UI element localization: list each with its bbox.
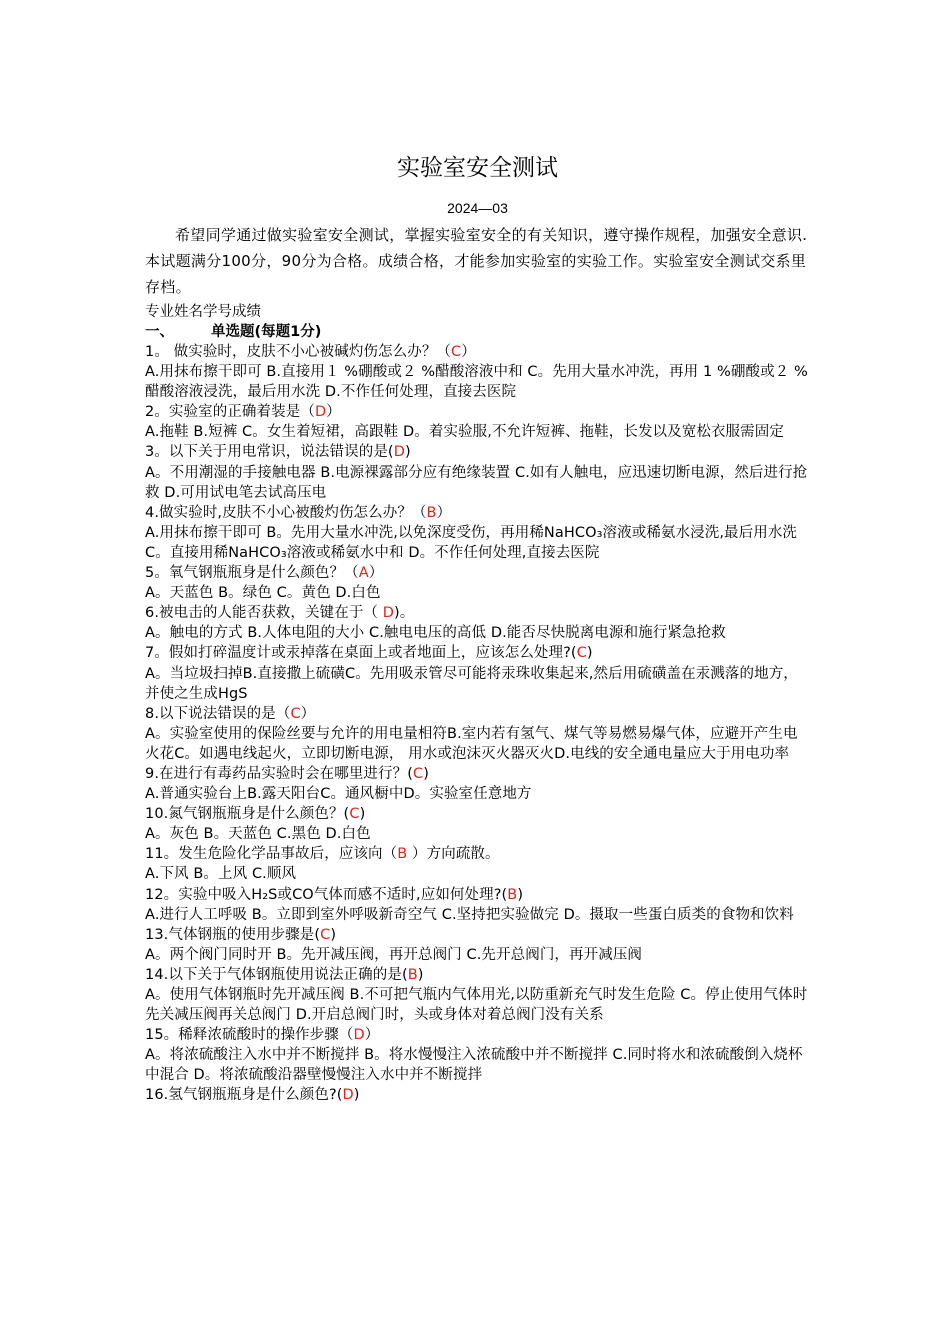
answer-options: A。两个阀门同时开 B。先开减压阀，再开总阀门 C.先开总阀门，再开减压阀 (145, 946, 643, 963)
question-suffix: ） (368, 565, 384, 582)
question-text (145, 704, 810, 724)
question-text (145, 925, 810, 945)
answer-letter: D (314, 404, 327, 421)
question-text (145, 603, 810, 623)
question-item (145, 342, 810, 402)
question-text (145, 965, 810, 985)
answer-options: A。将浓硫酸注入水中并不断搅拌 B。将水慢慢注入浓硫酸中并不断搅拌 C.同时将水和浓硫酸倒入烧杯中混合 D。将浓硫酸沿器壁慢慢注入水中并不断搅拌 (145, 1047, 803, 1084)
answer-options: A。使用气体钢瓶时先开减压阀 B.不可把气瓶内气体用光,以防重新充气时发生危险 C。停止使用气体时先关减压阀再关总阀门 D.开启总阀门时，头或身体对着总阀门没有关系 (145, 987, 808, 1024)
answer-letter: D (393, 444, 405, 461)
question-item (145, 402, 810, 442)
question-prompt: 9.在进行有毒药品实验时会在哪里进行？( (145, 765, 413, 782)
question-suffix: ） (326, 404, 341, 421)
answer-letter: C (413, 765, 424, 782)
question-item (145, 704, 810, 764)
question-item (145, 603, 810, 643)
answer-letter: A (358, 565, 369, 582)
question-suffix: ） (436, 504, 452, 521)
question-item (145, 764, 810, 804)
section-number: 一、 (145, 324, 174, 340)
answer-letter: B (407, 966, 418, 983)
question-suffix: ） (364, 1027, 380, 1044)
question-suffix: ） (461, 344, 476, 360)
question-text (145, 442, 810, 462)
question-prompt: 11。发生危险化学品事故后，应该向（ (145, 846, 398, 863)
question-text (145, 885, 810, 905)
question-suffix: ) (417, 966, 424, 983)
question-prompt: 4.做实验时,皮肤不小心被酸灼伤怎么办？（ (145, 504, 427, 521)
answer-options: A。不用潮湿的手接触电器 B.电源裸露部分应有绝缘装置 C.如有人触电，应迅速切断电源，然后进行抢救 D.可用试电笔去试高压电 (145, 464, 808, 501)
question-suffix: ） (300, 705, 316, 722)
question-suffix: ) (359, 806, 366, 823)
question-list (145, 342, 810, 1106)
answer-letter: C (451, 344, 462, 360)
question-suffix: ) (330, 926, 337, 943)
question-text (145, 764, 810, 784)
question-item (145, 804, 810, 844)
question-item (145, 965, 810, 1025)
question-item (145, 643, 810, 703)
answer-letter: D (382, 605, 395, 622)
question-item (145, 503, 810, 563)
question-suffix: ) (423, 765, 429, 782)
question-item (145, 563, 810, 603)
question-suffix: ) (517, 886, 524, 903)
question-item (145, 1085, 810, 1105)
question-item (145, 925, 810, 965)
question-text (145, 563, 810, 583)
question-suffix: ) (404, 444, 411, 461)
question-text (145, 1085, 810, 1105)
question-suffix: ) (353, 1087, 360, 1104)
answer-letter: C (290, 705, 301, 722)
document-page (145, 150, 810, 1106)
section-heading (145, 322, 810, 342)
question-prompt: 15。稀释浓硫酸时的操作步骤（ (145, 1027, 354, 1044)
answer-options: A。当垃圾扫掉B.直接撒上硫磺C。先用吸汞管尽可能将汞珠收集起来,然后用硫磺盖在汞溅落的地方，并使之生成HgS (145, 665, 798, 702)
answer-letter: C (320, 926, 331, 943)
answer-options: A.用抹布擦干即可 B.直接用１ %硼酸或２ %醋酸溶液中和 C。先用大量水冲洗，再用 1 %硼酸或２ %醋酸溶液浸洗，最后用水洗 D.不作任何处理，直接去医院 (145, 364, 808, 401)
question-prompt: 14.以下关于气体钢瓶使用说法正确的是( (145, 966, 408, 983)
answer-letter: B (397, 846, 408, 863)
question-prompt: 6.被电击的人能否获救，关键在于（ (145, 605, 383, 622)
question-suffix: ）方向疏散。 (407, 846, 500, 863)
page-title: 实验室安全测试 (397, 155, 558, 181)
answer-letter: B (426, 504, 437, 521)
question-item (145, 885, 810, 925)
question-prompt: 13.气体钢瓶的使用步骤是( (145, 926, 321, 943)
question-text (145, 643, 810, 663)
section-label: 单选题(每题1分) (211, 324, 322, 340)
answer-letter: C (576, 645, 587, 662)
answer-letter: C (349, 806, 360, 823)
answer-options: A.用抹布擦干即可 B。先用大量水冲洗,以免深度受伤，再用稀NaHCO₃溶液或稀氨水浸洗,最后用水洗 C。直接用稀NaHCO₃溶液或稀氨水中和 D。不作任何处理,直接去医院 (145, 524, 798, 561)
answer-letter: B (507, 886, 518, 903)
question-item (145, 442, 810, 502)
answer-options: A.进行人工呼吸 B。立即到室外呼吸新奇空气 C.坚持把实验做完 D。摄取一些蛋白质类的食物和饮料 (145, 906, 794, 923)
intro-paragraph: 希望同学通过做实验室安全测试，掌握实验室安全的有关知识，遵守操作规程，加强安全意识.本试题满分100分，90分为合格。成绩合格，才能参加实验室的实验工作。实验室安全测试交系里存档。 (145, 226, 808, 296)
answer-options: A。灰色 B。天蓝色 C.黑色 D.白色 (145, 826, 371, 843)
answer-options: A。触电的方式 B.人体电阻的大小 C.触电电压的高低 D.能否尽快脱离电源和施行紧急抢救 (145, 625, 726, 642)
question-prompt: 1。 做实验时，皮肤不小心被碱灼伤怎么办？（ (145, 344, 452, 360)
answer-options: A。天蓝色 B。绿色 C。黄色 D.白色 (145, 585, 381, 602)
question-text (145, 342, 810, 362)
question-text (145, 804, 810, 824)
question-text (145, 1025, 810, 1045)
question-prompt: 16.氢气钢瓶瓶身是什么颜色?( (145, 1087, 343, 1104)
question-suffix: )。 (394, 605, 415, 622)
question-text (145, 402, 810, 422)
student-info-fields: 专业姓名学号成绩 (145, 304, 261, 320)
question-prompt: 10.氮气钢瓶瓶身是什么颜色？( (145, 806, 350, 823)
document-date: 2024—03 (447, 200, 508, 216)
question-text (145, 844, 810, 864)
question-text (145, 503, 810, 523)
question-prompt: 2。实验室的正确着装是（ (145, 404, 315, 421)
answer-options: A。实验室使用的保险丝要与允许的用电量相符B.室内若有氢气、煤气等易燃易爆气体，应避开产生电火花C。如遇电线起火，立即切断电源， 用水或泡沫灭火器灭火D.电线的安全通电量应大于用电功率 (145, 725, 798, 762)
question-prompt: 8.以下说法错误的是（ (145, 705, 291, 722)
question-prompt: 7。假如打碎温度计或汞掉落在桌面上或者地面上，应该怎么处理?( (145, 645, 577, 662)
answer-options: A.下风 B。上风 C.顺风 (145, 866, 297, 883)
question-prompt: 5。氧气钢瓶瓶身是什么颜色？（ (145, 565, 359, 582)
question-item (145, 1025, 810, 1085)
question-prompt: 12。实验中吸入H₂S或CO气体而感不适时,应如何处理?( (145, 886, 508, 903)
answer-letter: D (353, 1027, 365, 1044)
answer-options: A.拖鞋 B.短裤 C。女生着短裙，高跟鞋 D。着实验服,不允许短裤、拖鞋，长发以及宽松衣服需固定 (145, 424, 784, 441)
answer-letter: D (342, 1087, 354, 1104)
answer-options: A.普通实验台上B.露天阳台C。通风橱中D。实验室任意地方 (145, 786, 532, 803)
question-suffix: ) (586, 645, 593, 662)
question-item (145, 844, 810, 884)
question-prompt: 3。以下关于用电常识，说法错误的是( (145, 444, 394, 461)
